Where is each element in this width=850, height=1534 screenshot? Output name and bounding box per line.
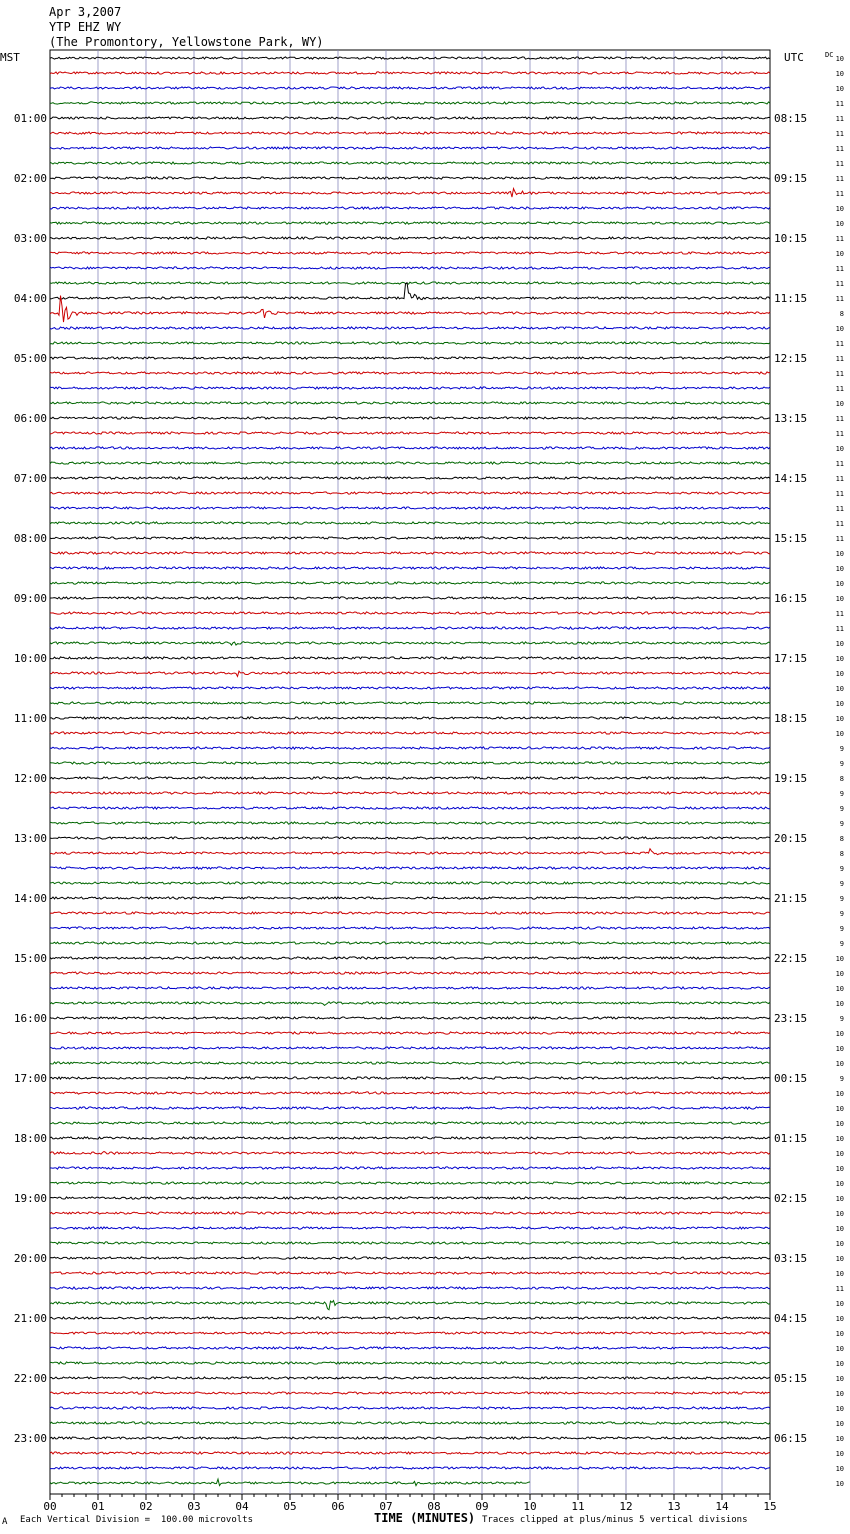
dc-offset-value: 10 (835, 955, 844, 963)
trace-row (50, 642, 770, 645)
utc-axis-label: UTC (784, 51, 804, 64)
trace-row (50, 1137, 770, 1139)
x-tick-label: 12 (619, 1500, 633, 1513)
x-tick-label: 14 (715, 1500, 729, 1513)
dc-offset-value: 10 (835, 1360, 844, 1368)
dc-offset-value: 10 (835, 1450, 844, 1458)
dc-offset-value: 10 (835, 400, 844, 408)
chart-station: YTP EHZ WY (49, 20, 122, 34)
trace-row (50, 882, 770, 884)
trace-row (50, 671, 770, 676)
x-tick-label: 05 (283, 1500, 297, 1513)
utc-hour-label: 06:15 (774, 1432, 808, 1445)
utc-hour-label: 15:15 (774, 532, 808, 545)
mst-hour-label: 11:00 (13, 712, 47, 725)
trace-row (50, 1182, 770, 1184)
trace-row (50, 296, 770, 323)
trace-row (50, 432, 770, 434)
utc-hour-label: 23:15 (774, 1012, 808, 1025)
dc-offset-value: 9 (839, 760, 844, 768)
dc-offset-value: 9 (839, 895, 844, 903)
dc-offset-value: 8 (839, 850, 844, 858)
trace-row (50, 687, 770, 689)
trace-row (50, 1362, 770, 1364)
dc-offset-value: 10 (835, 730, 844, 738)
dc-offset-value: 9 (839, 940, 844, 948)
trace-row (50, 477, 770, 479)
mst-hour-label: 23:00 (13, 1432, 47, 1445)
mst-hour-label: 08:00 (13, 532, 47, 545)
trace-row (50, 987, 770, 989)
trace-row (50, 132, 770, 134)
trace-row (50, 582, 770, 584)
dc-offset-value: 10 (835, 1255, 844, 1263)
trace-row (50, 867, 770, 869)
trace-row (50, 117, 770, 119)
dc-offset-value: 10 (835, 1315, 844, 1323)
dc-offset-value: 10 (835, 1060, 844, 1068)
trace-row (50, 1287, 770, 1289)
dc-offset-value: 10 (835, 595, 844, 603)
trace-row (50, 252, 770, 254)
trace-row (50, 792, 770, 794)
dc-offset-value: 11 (835, 520, 844, 528)
dc-offset-value: 11 (835, 235, 844, 243)
utc-hour-label: 05:15 (774, 1372, 808, 1385)
dc-offset-value: 10 (835, 1270, 844, 1278)
dc-offset-value: 11 (835, 265, 844, 273)
trace-row (50, 537, 770, 539)
mst-hour-label: 14:00 (13, 892, 47, 905)
trace-row (50, 1242, 770, 1244)
dc-offset-value: 10 (835, 1345, 844, 1353)
utc-hour-label: 10:15 (774, 232, 808, 245)
dc-offset-value: 10 (835, 1150, 844, 1158)
mst-axis-label: MST (0, 51, 20, 64)
utc-hour-label: 13:15 (774, 412, 808, 425)
dc-offset-value: 10 (835, 70, 844, 78)
dc-offset-value: 10 (835, 715, 844, 723)
dc-offset-value: 11 (835, 295, 844, 303)
mst-hour-label: 21:00 (13, 1312, 47, 1325)
trace-row (50, 657, 770, 659)
trace-row (50, 342, 770, 344)
dc-offset-value: 10 (835, 1240, 844, 1248)
utc-hour-label: 11:15 (774, 292, 808, 305)
trace-row (50, 1347, 770, 1349)
x-tick-label: 04 (235, 1500, 249, 1513)
dc-offset-value: 10 (835, 250, 844, 258)
trace-row (50, 912, 770, 914)
x-tick-label: 07 (379, 1500, 393, 1513)
trace-row (50, 849, 770, 855)
trace-row (50, 1047, 770, 1049)
x-tick-label: 02 (139, 1500, 153, 1513)
dc-offset-value: 8 (839, 835, 844, 843)
dc-offset-value: 11 (835, 535, 844, 543)
trace-row (50, 1377, 770, 1379)
dc-offset-value: 10 (835, 1480, 844, 1488)
dc-offset-value: 10 (835, 1435, 844, 1443)
dc-offset-value: 11 (835, 340, 844, 348)
dc-offset-value: 11 (835, 280, 844, 288)
dc-offset-value: 10 (835, 550, 844, 558)
dc-label: DC (825, 51, 834, 59)
dc-offset-value: 11 (835, 160, 844, 168)
trace-row (50, 1122, 770, 1124)
dc-offset-value: 11 (835, 385, 844, 393)
utc-hour-label: 20:15 (774, 832, 808, 845)
dc-offset-value: 11 (835, 115, 844, 123)
trace-row (50, 1002, 770, 1006)
dc-offset-value: 10 (835, 970, 844, 978)
trace-row (50, 1392, 770, 1394)
dc-offset-value: 10 (835, 1210, 844, 1218)
trace-row (50, 897, 770, 899)
dc-offset-value: 10 (835, 670, 844, 678)
trace-row (50, 1407, 770, 1409)
dc-offset-value: 8 (839, 310, 844, 318)
trace-row (50, 1272, 770, 1274)
dc-offset-value: 10 (835, 985, 844, 993)
plot-frame (50, 50, 770, 1494)
dc-offset-value: 10 (835, 1120, 844, 1128)
trace-row (50, 807, 770, 809)
x-tick-label: 06 (331, 1500, 345, 1513)
dc-offset-value: 11 (835, 430, 844, 438)
trace-row (50, 1212, 770, 1214)
utc-hour-label: 02:15 (774, 1192, 808, 1205)
chart-location: (The Promontory, Yellowstone Park, WY) (49, 35, 324, 49)
trace-row (50, 1301, 770, 1310)
division-note: Each Vertical Division = 100.00 microvolts (20, 1515, 253, 1525)
trace-row (50, 147, 770, 149)
utc-hour-label: 22:15 (774, 952, 808, 965)
dc-offset-value: 10 (835, 85, 844, 93)
trace-row (50, 1062, 770, 1064)
dc-offset-value: 11 (835, 475, 844, 483)
dc-offset-value: 9 (839, 745, 844, 753)
x-tick-label: 00 (43, 1500, 57, 1513)
dc-offset-value: 10 (835, 1375, 844, 1383)
dc-offset-value: 11 (835, 355, 844, 363)
trace-row (50, 957, 770, 959)
dc-offset-value: 10 (835, 1390, 844, 1398)
dc-offset-value: 11 (835, 610, 844, 618)
x-tick-label: 03 (187, 1500, 201, 1513)
dc-offset-value: 10 (835, 325, 844, 333)
mst-hour-label: 12:00 (13, 772, 47, 785)
dc-offset-value: 11 (835, 625, 844, 633)
utc-hour-label: 21:15 (774, 892, 808, 905)
trace-row (50, 57, 770, 59)
mst-hour-label: 13:00 (13, 832, 47, 845)
mst-hour-label: 02:00 (13, 172, 47, 185)
trace-row (50, 1032, 770, 1034)
dc-offset-value: 9 (839, 910, 844, 918)
trace-row (50, 717, 770, 719)
trace-row (50, 972, 770, 974)
dc-offset-value: 10 (835, 1405, 844, 1413)
trace-row (50, 1317, 770, 1319)
x-tick-label: 09 (475, 1500, 489, 1513)
trace-row (50, 777, 770, 779)
trace-row (50, 1437, 770, 1439)
dc-offset-value: 11 (835, 1285, 844, 1293)
x-tick-label: 15 (763, 1500, 777, 1513)
dc-offset-value: 10 (835, 1225, 844, 1233)
dc-offset-value: 10 (835, 205, 844, 213)
trace-row (50, 162, 770, 164)
mst-hour-label: 19:00 (13, 1192, 47, 1205)
trace-row (50, 282, 770, 284)
trace-row (50, 942, 770, 944)
utc-hour-label: 17:15 (774, 652, 808, 665)
trace-row (50, 1107, 770, 1109)
dc-offset-value: 9 (839, 805, 844, 813)
dc-offset-value: 10 (835, 1030, 844, 1038)
dc-offset-value: 11 (835, 490, 844, 498)
trace-row (50, 1092, 770, 1094)
clip-note: Traces clipped at plus/minus 5 vertical divisions (482, 1515, 748, 1525)
dc-offset-value: 10 (835, 1465, 844, 1473)
trace-row (50, 237, 770, 239)
trace-row (50, 492, 770, 494)
dc-offset-value: 10 (835, 55, 844, 63)
dc-offset-value: 9 (839, 865, 844, 873)
dc-offset-value: 10 (835, 220, 844, 228)
mst-hour-label: 15:00 (13, 952, 47, 965)
trace-row (50, 402, 770, 404)
utc-hour-label: 16:15 (774, 592, 808, 605)
mst-hour-label: 20:00 (13, 1252, 47, 1265)
trace-row (50, 1227, 770, 1229)
utc-hour-label: 18:15 (774, 712, 808, 725)
dc-offset-value: 10 (835, 655, 844, 663)
dc-offset-value: 10 (835, 1300, 844, 1308)
utc-hour-label: 01:15 (774, 1132, 808, 1145)
utc-hour-label: 19:15 (774, 772, 808, 785)
trace-row (50, 702, 770, 704)
trace-row (50, 1167, 770, 1169)
trace-row (50, 1332, 770, 1334)
x-tick-label: 10 (523, 1500, 537, 1513)
utc-hour-label: 12:15 (774, 352, 808, 365)
x-tick-label: 13 (667, 1500, 681, 1513)
dc-offset-value: 10 (835, 1045, 844, 1053)
trace-row (50, 87, 770, 89)
dc-offset-value: 10 (835, 445, 844, 453)
trace-row (50, 327, 770, 329)
dc-offset-value: 9 (839, 1015, 844, 1023)
utc-hour-label: 14:15 (774, 472, 808, 485)
x-tick-label: 11 (571, 1500, 585, 1513)
trace-row (50, 1467, 770, 1469)
trace-row (50, 837, 770, 839)
mst-hour-label: 16:00 (13, 1012, 47, 1025)
trace-row (50, 1257, 770, 1259)
trace-row (50, 447, 770, 449)
trace-row (50, 189, 770, 198)
utc-hour-label: 00:15 (774, 1072, 808, 1085)
dc-offset-value: 10 (835, 1090, 844, 1098)
trace-row (50, 732, 770, 734)
dc-offset-value: 10 (835, 580, 844, 588)
trace-row (50, 462, 770, 464)
mst-hour-label: 01:00 (13, 112, 47, 125)
chart-date: Apr 3,2007 (49, 5, 122, 19)
trace-row (50, 567, 770, 569)
mst-hour-label: 09:00 (13, 592, 47, 605)
dc-offset-value: 10 (835, 565, 844, 573)
utc-hour-label: 09:15 (774, 172, 808, 185)
dc-offset-value: 11 (835, 175, 844, 183)
dc-offset-value: 10 (835, 1165, 844, 1173)
x-tick-label: 08 (427, 1500, 441, 1513)
x-tick-label: 01 (91, 1500, 105, 1513)
trace-row (50, 507, 770, 509)
utc-hour-label: 08:15 (774, 112, 808, 125)
dc-offset-value: 8 (839, 775, 844, 783)
trace-row (50, 417, 770, 419)
mst-hour-label: 06:00 (13, 412, 47, 425)
trace-row (50, 1197, 770, 1199)
dc-offset-value: 10 (835, 1195, 844, 1203)
trace-row (50, 1017, 770, 1019)
dc-offset-value: 11 (835, 370, 844, 378)
dc-offset-value: 10 (835, 1180, 844, 1188)
x-axis-title: TIME (MINUTES) (374, 1511, 476, 1525)
scale-mark: A (2, 1517, 8, 1527)
dc-offset-value: 10 (835, 1000, 844, 1008)
mst-hour-label: 17:00 (13, 1072, 47, 1085)
mst-hour-label: 10:00 (13, 652, 47, 665)
dc-offset-value: 11 (835, 100, 844, 108)
trace-row (50, 222, 770, 224)
dc-offset-value: 9 (839, 790, 844, 798)
dc-offset-value: 10 (835, 1330, 844, 1338)
dc-offset-value: 10 (835, 640, 844, 648)
trace-row (50, 597, 770, 599)
trace-row (50, 207, 770, 209)
trace-row (50, 102, 770, 104)
trace-row (50, 357, 770, 359)
dc-offset-value: 9 (839, 925, 844, 933)
dc-offset-value: 11 (835, 505, 844, 513)
mst-hour-label: 05:00 (13, 352, 47, 365)
trace-row (50, 177, 770, 179)
trace-row (50, 522, 770, 524)
trace-row (50, 283, 770, 300)
dc-offset-value: 11 (835, 145, 844, 153)
trace-row (50, 762, 770, 764)
trace-row (50, 747, 770, 749)
trace-row (50, 1452, 770, 1454)
mst-hour-label: 04:00 (13, 292, 47, 305)
dc-offset-value: 10 (835, 685, 844, 693)
trace-row (50, 387, 770, 389)
trace-row (50, 627, 770, 629)
dc-offset-value: 11 (835, 460, 844, 468)
dc-offset-value: 11 (835, 130, 844, 138)
mst-hour-label: 18:00 (13, 1132, 47, 1145)
mst-hour-label: 07:00 (13, 472, 47, 485)
trace-row (50, 1422, 770, 1424)
mst-hour-label: 22:00 (13, 1372, 47, 1385)
trace-row (50, 372, 770, 374)
utc-hour-label: 04:15 (774, 1312, 808, 1325)
dc-offset-value: 10 (835, 700, 844, 708)
dc-offset-value: 11 (835, 190, 844, 198)
dc-offset-value: 10 (835, 1135, 844, 1143)
trace-row (50, 267, 770, 269)
trace-row (50, 822, 770, 824)
dc-offset-value: 10 (835, 1420, 844, 1428)
dc-offset-value: 9 (839, 1075, 844, 1083)
dc-offset-value: 10 (835, 1105, 844, 1113)
dc-offset-value: 11 (835, 415, 844, 423)
trace-row (50, 72, 770, 74)
trace-row (50, 552, 770, 554)
trace-row (50, 612, 770, 614)
trace-row (50, 1077, 770, 1079)
dc-offset-value: 9 (839, 880, 844, 888)
mst-hour-label: 03:00 (13, 232, 47, 245)
trace-row (50, 1152, 770, 1155)
utc-hour-label: 03:15 (774, 1252, 808, 1265)
dc-offset-value: 9 (839, 820, 844, 828)
trace-row (50, 927, 770, 929)
